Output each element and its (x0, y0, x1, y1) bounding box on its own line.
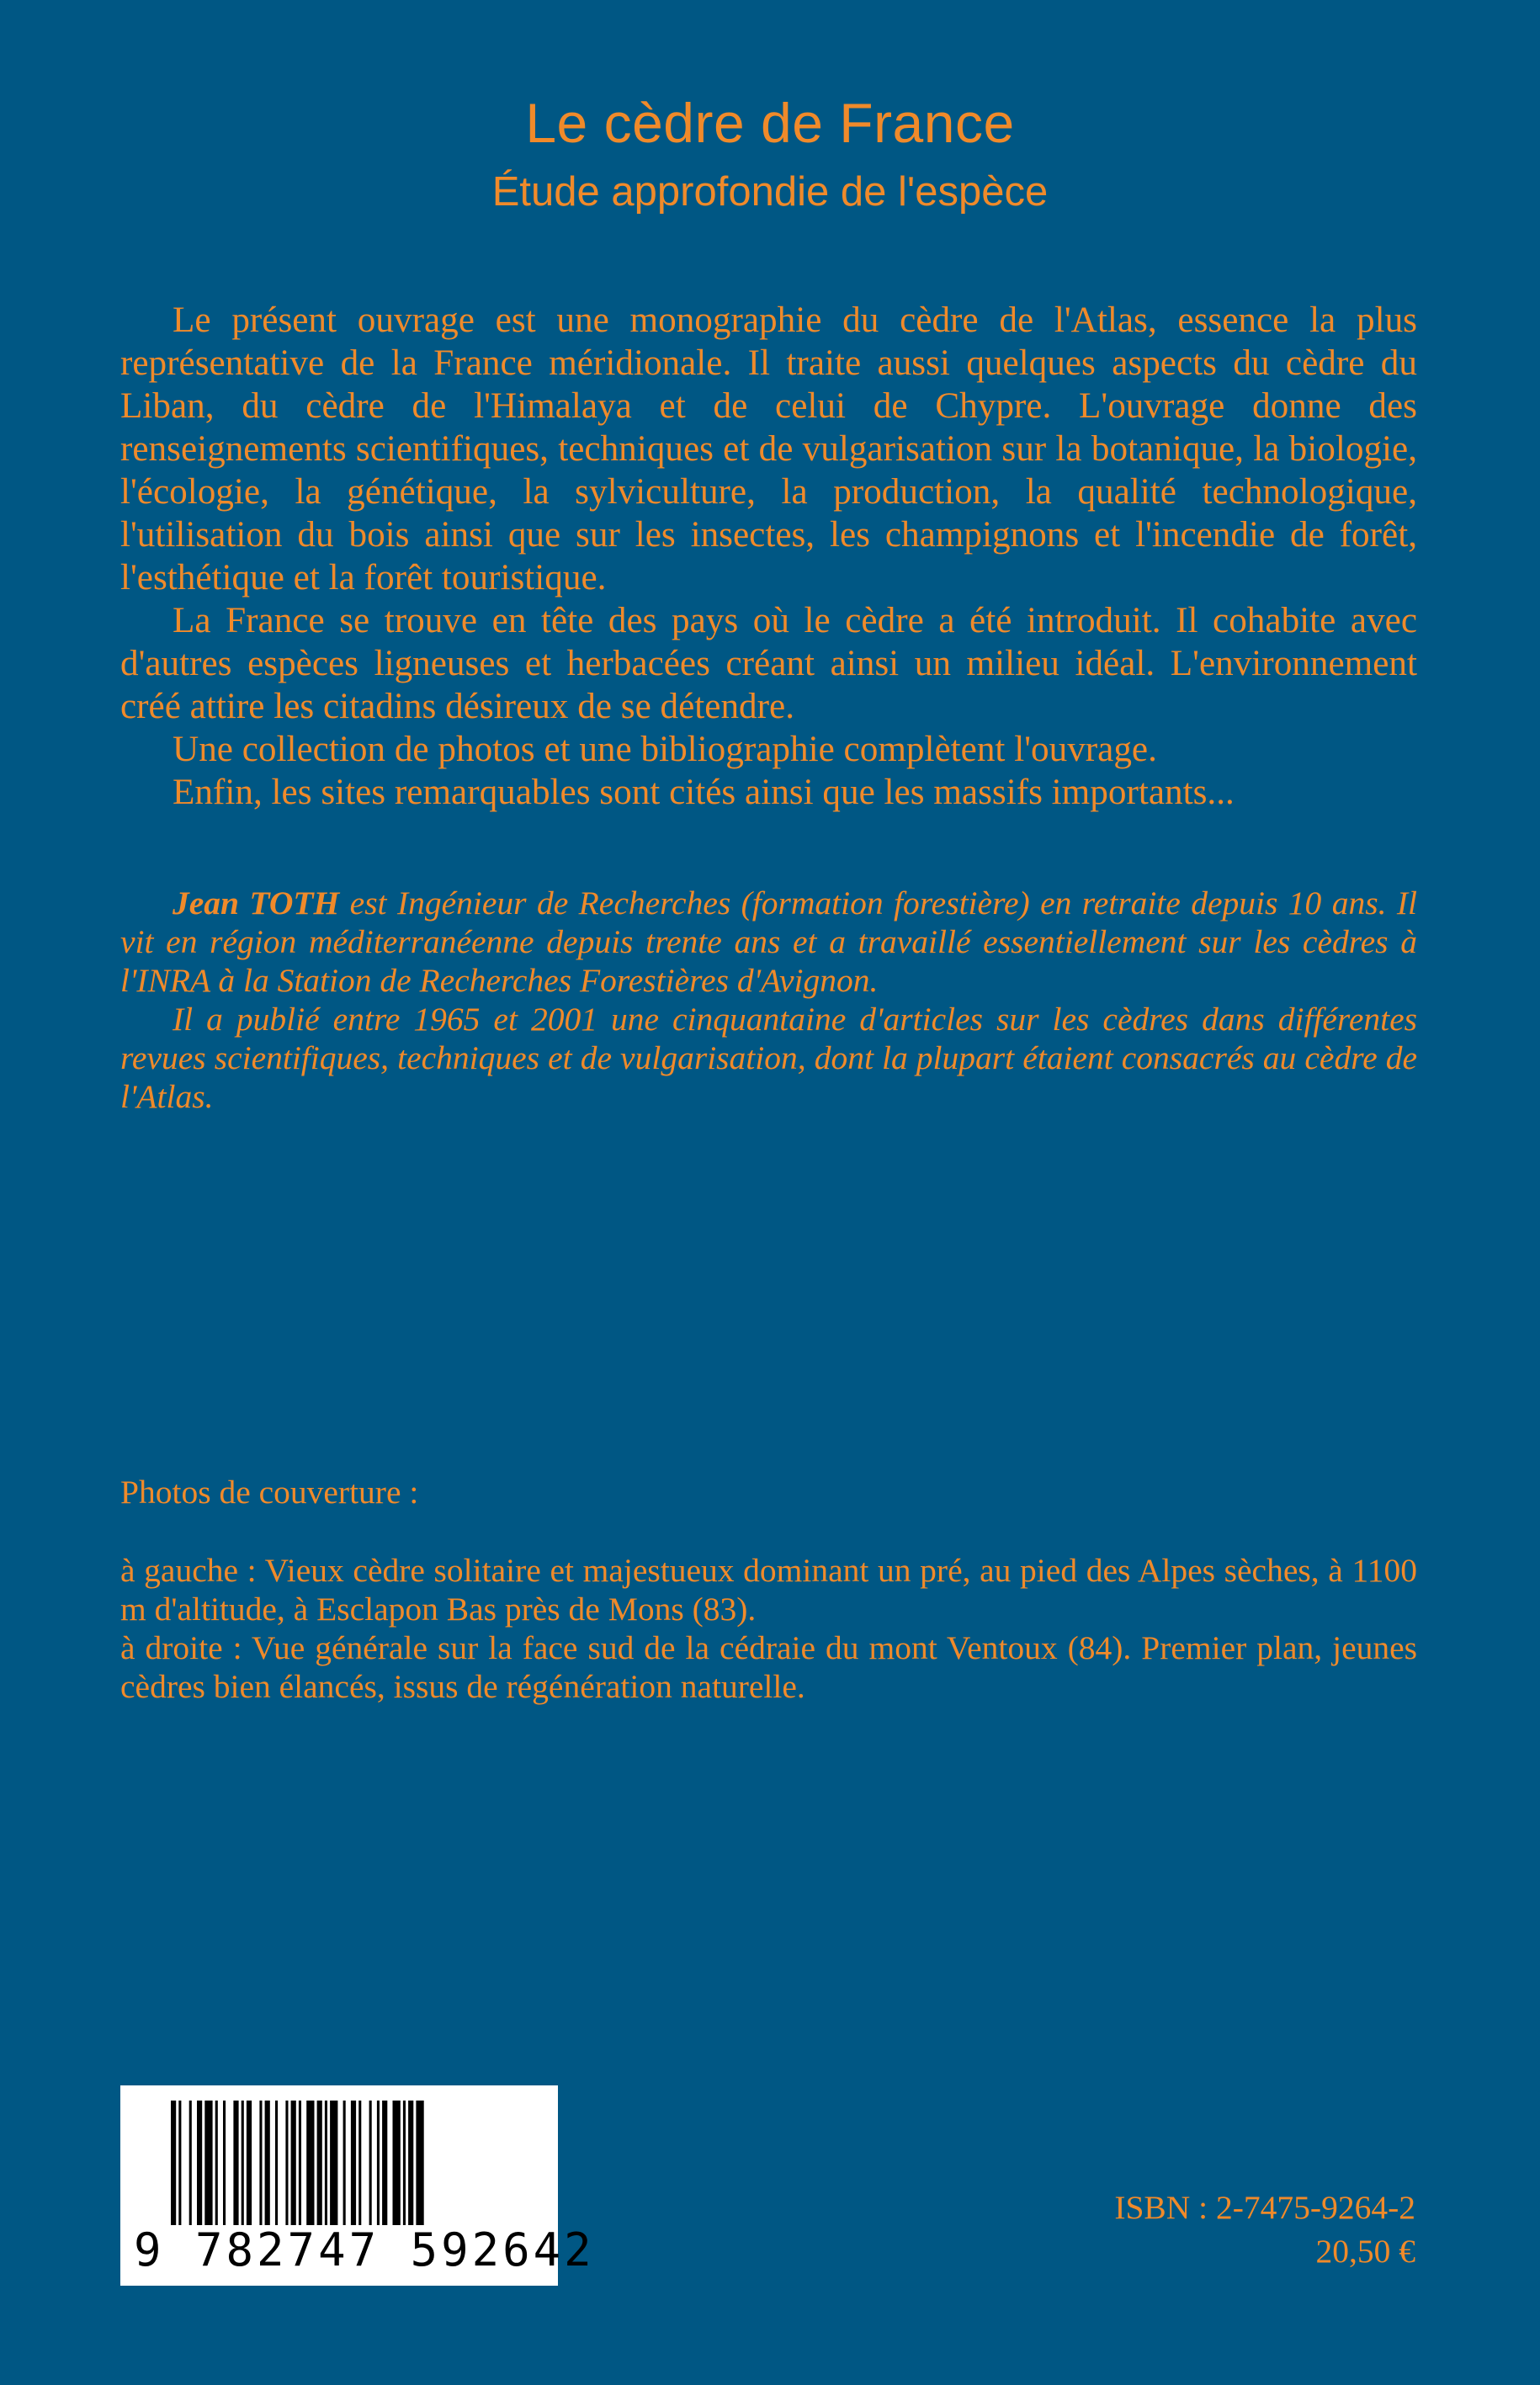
barcode-bar (369, 2101, 372, 2225)
barcode-bar (299, 2101, 301, 2225)
author-bio-text-1: est Ingénieur de Recherches (formation forestière) en retraite depuis 10 ans. Il vit en région méditerranéenne depuis trente ans et a travaillé essentiellement sur les cèdres à l'INRA à la Station de Recherches Forestières d'Avignon. (120, 884, 1418, 999)
barcode-bar (223, 2101, 226, 2225)
summary-paragraph: Une collection de photos et une bibliographie complètent l'ouvrage. (173, 730, 1157, 769)
book-title: Le cèdre de France (525, 92, 1015, 154)
author-name: Jean TOTH (173, 884, 340, 922)
barcode-bar (382, 2101, 387, 2225)
photo-credit-right: à droite : Vue générale sur la face sud de la cédraie du mont Ventoux (84). Premier plan, jeunes cèdres bien élancés, issus de régénération naturelle. (120, 1629, 1417, 1705)
barcode-bar (306, 2101, 314, 2225)
barcode-bar (247, 2101, 252, 2225)
barcode-bar (242, 2101, 244, 2225)
barcode-digits: 9 782747 592642 (134, 2223, 595, 2276)
summary-paragraph: Enfin, les sites remarquables sont cités ainsi que les massifs importants... (173, 773, 1235, 812)
photo-credit-left: à gauche : Vieux cèdre solitaire et majestueux dominant un pré, au pied des Alpes sèches, à 1100 m d'altitude, à Esclapon Bas près de Mons (83). (120, 1552, 1417, 1628)
barcode-bar (291, 2101, 296, 2225)
author-bio (120, 884, 1417, 1116)
barcode-bar (416, 2101, 423, 2225)
barcode-bar (275, 2101, 278, 2225)
barcode-bar (265, 2101, 270, 2225)
barcode-bar (351, 2101, 356, 2225)
barcode-bar (408, 2101, 413, 2225)
book-subtitle: Étude approfondie de l'espèce (491, 169, 1049, 215)
barcode-bar (204, 2101, 212, 2225)
price: 20,50 € (1315, 2233, 1415, 2270)
barcode-bar (189, 2101, 192, 2225)
barcode-bar (343, 2101, 346, 2225)
summary-paragraph: La France se trouve en tête des pays où le cèdre a été introduit. Il cohabite avec d'autres espèces ligneuses et herbacées créant ainsi un milieu idéal. L'environnement créé attire les citadins désireux de se détendre. (120, 601, 1417, 726)
author-paragraph-1 (120, 884, 1417, 1000)
summary-text (120, 299, 1417, 814)
barcode-bar (358, 2101, 361, 2225)
barcode-bar (285, 2101, 288, 2225)
isbn: ISBN : 2-7475-9264-2 (1114, 2189, 1415, 2226)
barcode-bar (233, 2101, 238, 2225)
photo-credits (120, 1551, 1417, 1706)
photo-credits-heading: Photos de couverture : (120, 1474, 419, 1511)
barcode-bar (377, 2101, 380, 2225)
barcode (120, 2085, 595, 2286)
barcode-bar (403, 2101, 406, 2225)
barcode-bar (178, 2101, 181, 2225)
barcode-bar (197, 2101, 202, 2225)
barcode-bar (393, 2101, 401, 2225)
barcode-bar (330, 2101, 337, 2225)
barcode-bar (317, 2101, 322, 2225)
summary-paragraph: Le présent ouvrage est une monographie du cèdre de l'Atlas, essence la plus représentative de la France méridionale. Il traite aussi quelques aspects du cèdre du Liban, du cèdre de l'Himalaya et de celui de Chypre. L'ouvrage donne des renseignements scientifiques, techniques et de vulgarisation sur la botanique, la biologie, l'écologie, la génétique, la sylviculture, la production, la qualité technologique, l'utilisation du bois ainsi que sur les insectes, les champignons et l'incendie de forêt, l'esthétique et la forêt touristique. (120, 300, 1417, 598)
author-paragraph-2: Il a publié entre 1965 et 2001 une cinquantaine d'articles sur les cèdres dans différentes revues scientifiques, techniques et de vulgarisation, dont la plupart étaient consacrés au cèdre de l'Atlas. (120, 1001, 1417, 1115)
barcode-bar (325, 2101, 327, 2225)
barcode-bar (259, 2101, 262, 2225)
barcode-bar (215, 2101, 218, 2225)
barcode-bar (171, 2101, 176, 2225)
